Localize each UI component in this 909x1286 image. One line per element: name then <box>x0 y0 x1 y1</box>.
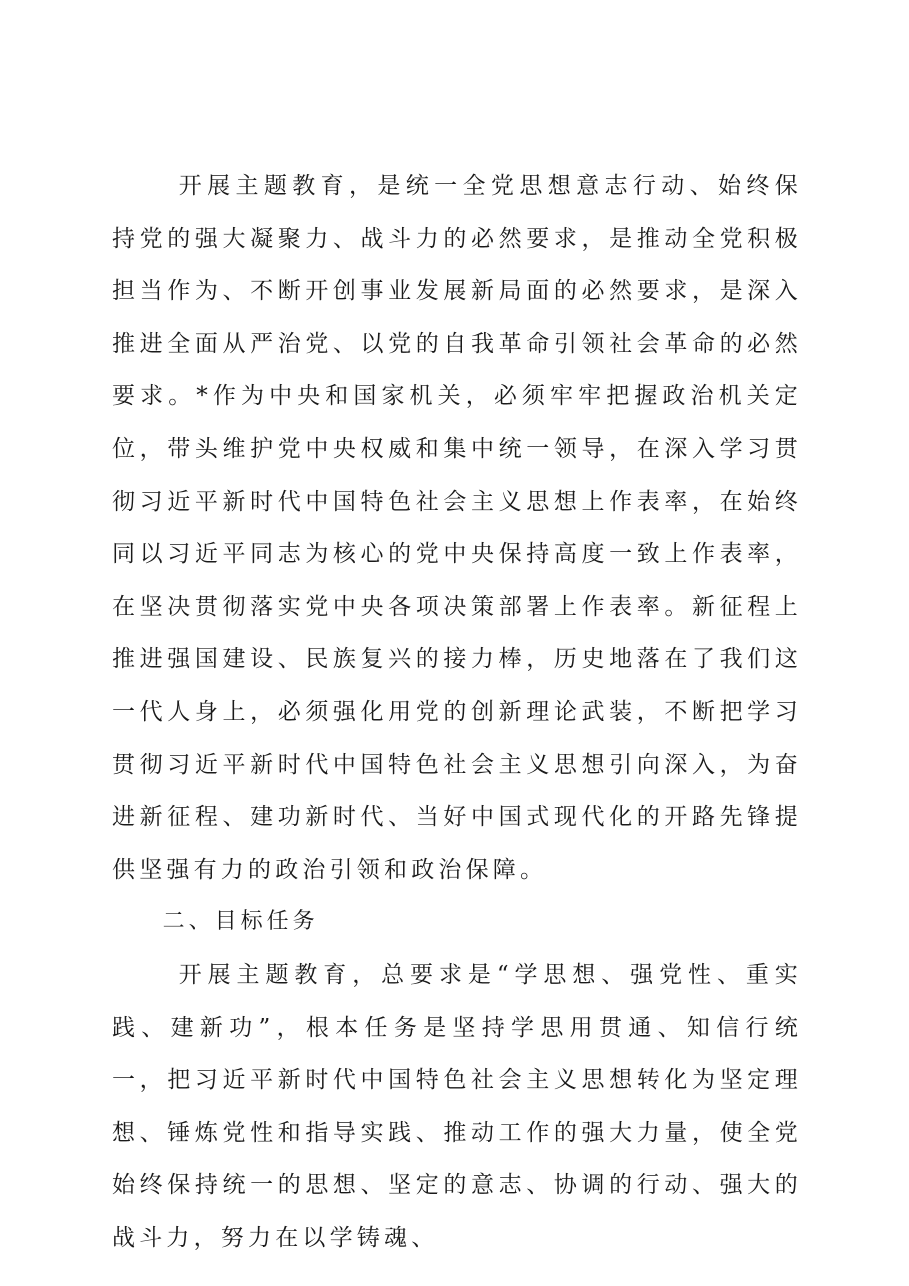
paragraph-intro: 开展主题教育，是统一全党思想意志行动、始终保持党的强大凝聚力、战斗力的必然要求，是推动全党积极担当作为、不断开创事业发展新局面的必然要求，是深入推进全面从严治党、以党的自我革命引领社会革命的必然要求。*作为中央和国家机关，必须牢牢把握政治机关定位，带头维护党中央权威和集中统一领导，在深入学习贯彻习近平新时代中国特色社会主义思想上作表率，在始终同以习近平同志为核心的党中央保持高度一致上作表率，在坚决贯彻落实党中央各项决策部署上作表率。新征程上推进强国建设、民族复兴的接力棒，历史地落在了我们这一代人身上，必须强化用党的创新理论武装，不断把学习贯彻习近平新时代中国特色社会主义思想引向深入，为奋进新征程、建功新时代、当好中国式现代化的开路先锋提供坚强有力的政治引领和政治保障。 <box>112 173 802 883</box>
document-body <box>112 160 802 1264</box>
paragraph-goals: 开展主题教育，总要求是“学思想、强党性、重实践、建新功”，根本任务是坚持学思用贯通、知信行统一，把习近平新时代中国特色社会主义思想转化为坚定理想、锤炼党性和指导实践、推动工作的强大力量，使全党始终保持统一的思想、坚定的意志、协调的行动、强大的战斗力，努力在以学铸魂、 <box>112 961 802 1251</box>
section-heading: 二、目标任务 <box>162 909 319 935</box>
